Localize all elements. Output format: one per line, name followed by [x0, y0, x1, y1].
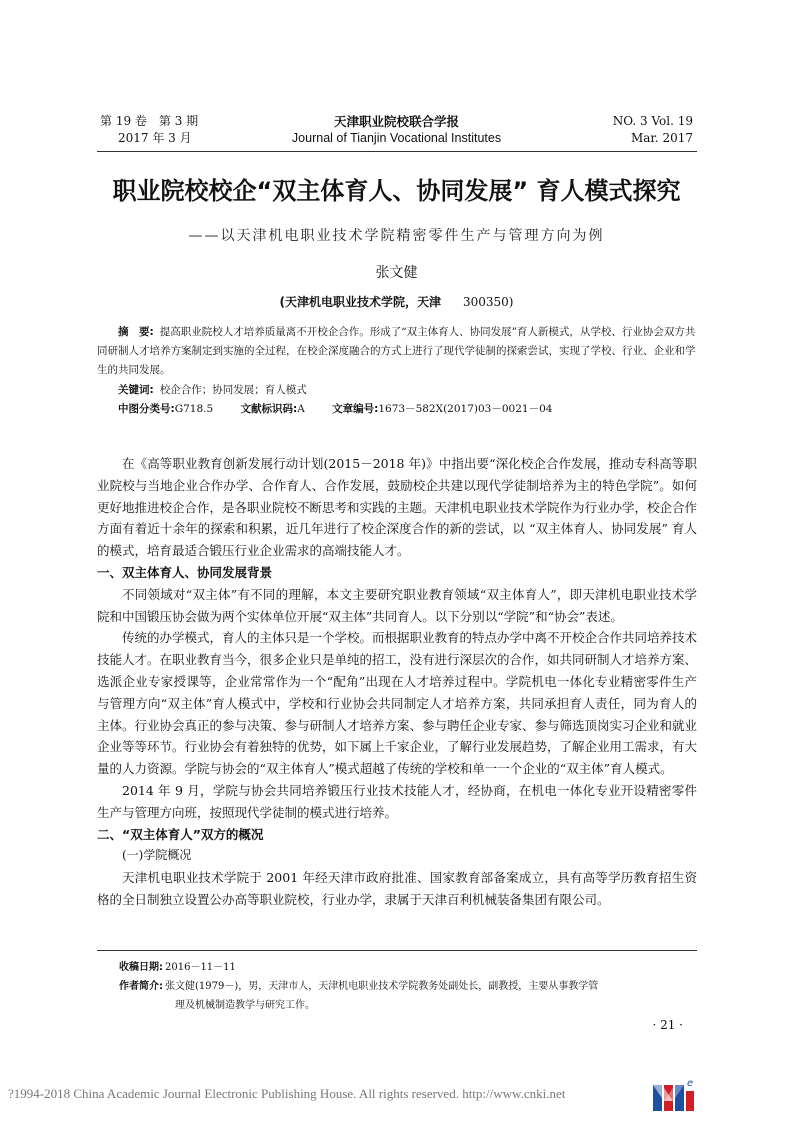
- abstract-section: [97, 323, 697, 419]
- body-paragraph: 不同领域对“双主体”有不同的理解，本文主要研究职业教育领域“双主体育人”，即天津机电职业技术学院和中国锻压协会做为两个实体单位开展“双主体”共同育人。以下分别以“学院”和“协会”表述。: [97, 586, 697, 624]
- affiliation-postcode: 300350): [463, 295, 514, 309]
- author-affiliation: [0, 293, 793, 310]
- journal-name-cn: 天津职业院校联合学报: [333, 114, 459, 129]
- doc-code-value: A: [297, 403, 305, 415]
- clc-label: 中图分类号:: [118, 403, 175, 415]
- article-subtitle: ——以天津机电职业技术学院精密零件生产与管理方向为例: [188, 228, 605, 244]
- article-number-label: 文章编号:: [332, 403, 379, 415]
- author-bio-line: [119, 977, 697, 996]
- issue-number-en: NO. 3 Vol. 19: [612, 114, 693, 128]
- journal-name-en: Journal of Tianjin Vocational Institutes: [291, 131, 502, 145]
- author-bio-continued: 理及机械制造教学与研究工作。: [175, 1000, 315, 1011]
- subsection-heading: (一)学院概况: [122, 848, 192, 863]
- volume-issue: 第 19 卷 第 3 期: [100, 114, 199, 128]
- classification-line: [97, 400, 697, 419]
- received-date-line: [119, 958, 697, 977]
- received-date-label: 收稿日期:: [119, 962, 163, 973]
- keywords-label: 关键词:: [118, 384, 154, 396]
- page-number: · 21 ·: [652, 1018, 683, 1032]
- author-bio-label: 作者简介:: [119, 981, 163, 992]
- svg-text:e: e: [687, 1078, 694, 1089]
- keywords-text: 校企合作；协同发展；育人模式: [159, 384, 307, 396]
- affiliation-name: (天津机电职业技术学院，天津: [279, 295, 441, 309]
- journal-issue-block: [613, 113, 693, 147]
- abstract-paragraph: [97, 323, 697, 380]
- keywords-line: [97, 381, 697, 400]
- body-paragraph-intro: 在《高等职业教育创新发展行动计划(2015－2018 年)》中指出要“深化校企合作发展，推动专科高等职业院校与当地企业合作办学、合作育人、合作发展，鼓励校企共建以现代学徒制培养为主的特色学院”。如何更好地推进校企合作，是各职业院校不断思考和实践的主题。天津机电职业技术学院作为行业办学，校企合作方面有着近十余年的探索和积累，近几年进行了校企深度合作的新的尝试，以 “双主体育人、协同发展” 育人的模式，培育最适合锻压行业企业需求的高端技能人才。: [97, 456, 698, 559]
- abstract-label: 摘 要:: [118, 326, 154, 338]
- article-body: [97, 453, 697, 911]
- copyright-notice: ?1994-2018 China Academic Journal Electronic Publishing House. All rights reserved. http://www.cnki.net: [8, 1086, 566, 1101]
- article-title: 职业院校校企“双主体育人、协同发展” 育人模式探究: [112, 177, 681, 205]
- footnote-section: [119, 958, 697, 1015]
- clc-value: G718.5: [174, 403, 214, 415]
- publication-date-cn: 2017 年 3 月: [118, 131, 192, 145]
- section-heading-2: 二、“双主体育人”双方的概况: [97, 826, 264, 842]
- body-paragraph: 传统的办学模式，育人的主体只是一个学校。而根据职业教育的特点办学中离不开校企合作共同培养技术技能人才。在职业教育当今，很多企业只是单纯的招工，没有进行深层次的合作，如共同研制人才培养方案、选派企业专家授课等，企业常常作为一个“配角”出现在人才培养过程中。学院机电一体化专业精密零件生产与管理方向“双主体”育人模式中，学校和行业协会共同制定人才培养方案，共同承担育人责任，同为育人的主体。行业协会真正的参与决策、参与研制人才培养方案、参与聘任企业专家、参与筛选顶岗实习企业和就业企业等等环节。行业协会有着独特的优势，如下属上千家企业，了解行业发展趋势，了解企业用工需求，有大量的人力资源。学院与协会的“双主体育人”模式超越了传统的学校和单一一个企业的“双主体”育人模式。: [97, 630, 698, 777]
- body-paragraph: 2014 年 9 月，学院与协会共同培养锻压行业技术技能人才，经协商，在机电一体化专业开设精密零件生产与管理方向班，按照现代学徒制的模式进行培养。: [97, 782, 697, 820]
- article-number-value: 1673－582X(2017)03－0021－04: [378, 403, 553, 415]
- abstract-text: 提高职业院校人才培养质量离不开校企合作。形成了“双主体育人、协同发展”育人新模式，从学校、行业协会双方共同研制人才培养方案制定到实施的全过程，在校企深度融合的方式上进行了现代学徒制的探索尝试，实现了学校、行业、企业和学生的共同发展。: [97, 326, 696, 376]
- author-name: 张文健: [375, 265, 418, 281]
- header-divider: [97, 151, 697, 152]
- section-heading-1: 一、双主体育人、协同发展背景: [97, 564, 273, 580]
- author-bio-text: 张文健(1979－)，男，天津市人，天津机电职业技术学院教务处副处长，副教授，主要从事教学管: [165, 981, 599, 992]
- doc-code-label: 文献标识码:: [240, 403, 298, 415]
- body-paragraph: 天津机电职业技术学院于 2001 年经天津市政府批准、国家教育部备案成立，具有高等学历教育招生资格的全日制独立设置公办高等职业院校，行业办学，隶属于天津百利机械装备集团有限公司。: [97, 870, 697, 907]
- cnki-logo-icon: [653, 1077, 699, 1113]
- publication-date-en: Mar. 2017: [630, 131, 693, 145]
- footnote-divider: [97, 950, 697, 951]
- received-date-value: 2016－11－11: [165, 962, 236, 973]
